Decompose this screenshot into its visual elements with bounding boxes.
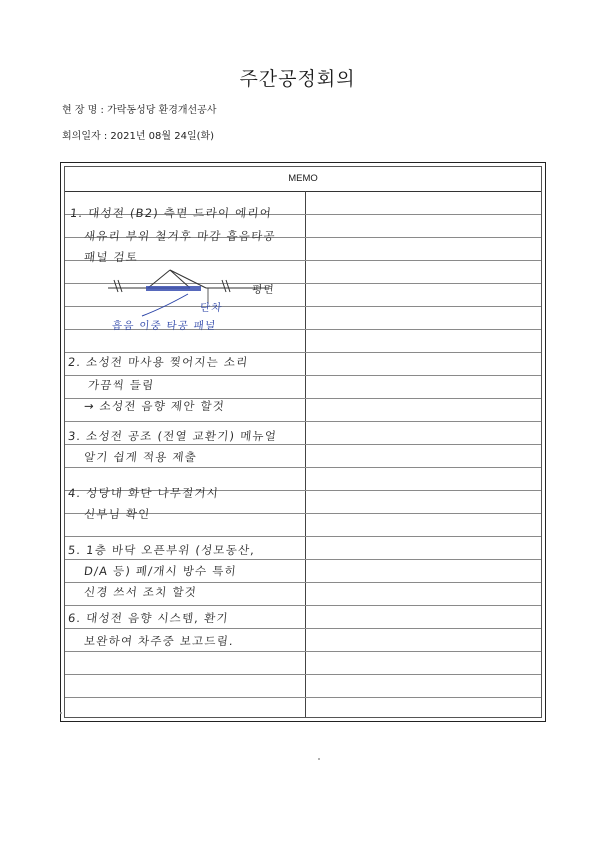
note-3-line-2: 알기 쉽게 적용 제출 (83, 450, 198, 464)
document-title: 주간공정회의 (239, 68, 356, 90)
note-5-line-2: D/A 등) 폐/개시 방수 특히 (83, 564, 238, 578)
note-2-line-1: 2. 소성전 마사용 찢어지는 소리 (67, 355, 250, 369)
ruled-line (65, 582, 541, 583)
scan-speck (60, 712, 62, 714)
ruled-line (65, 467, 541, 468)
note-6-line-1: 6. 대성전 음향 시스템, 환기 (67, 611, 230, 625)
note-2-line-2: 가끔씩 들림 (87, 378, 156, 392)
ruled-line (65, 444, 541, 445)
note-4-line-1: 4. 성당내 화단 나무절거시 (67, 486, 220, 500)
meeting-date: 회의일자 : 2021년 08월 24일(화) (62, 131, 215, 142)
note-2-line-3: → 소성전 음향 제안 할것 (83, 399, 226, 413)
sketch-label-panel: 흡음 이중 타공 패널 (111, 320, 217, 332)
ruled-line (65, 697, 541, 698)
note-1-line-1: 1. 대성전 (B2) 측면 드라이 에리어 (69, 206, 273, 220)
sketch-label-step: 단차 (199, 302, 224, 314)
memo-header: MEMO (65, 167, 541, 192)
note-6-line-2: 보완하여 차주중 보고드림. (83, 634, 235, 648)
ruled-line (65, 674, 541, 675)
ruled-line (65, 421, 541, 422)
ruled-line (65, 559, 541, 560)
note-5-line-1: 5. 1층 바닥 오픈부위 (성모동산, (67, 543, 257, 557)
ruled-line (65, 605, 541, 606)
note-1-line-3: 패널 검토 (83, 250, 139, 264)
column-divider (305, 191, 306, 717)
sketch-label-plan: 평면 (251, 284, 276, 296)
ruled-line (65, 352, 541, 353)
note-3-line-1: 3. 소성전 공조 (전열 교환기) 메뉴얼 (67, 429, 278, 443)
note-5-line-3: 신경 쓰서 조치 할것 (83, 585, 198, 599)
ruled-line (65, 536, 541, 537)
scan-speck (318, 758, 320, 760)
ruled-line (65, 375, 541, 376)
site-name: 현 장 명 : 가락동성당 환경개선공사 (62, 105, 217, 116)
note-1-line-2: 새유리 부위 철거후 마감 흡음타공 (83, 229, 277, 243)
note-4-line-2: 신부님 확인 (83, 507, 152, 521)
ruled-line (65, 628, 541, 629)
ruled-line (65, 651, 541, 652)
